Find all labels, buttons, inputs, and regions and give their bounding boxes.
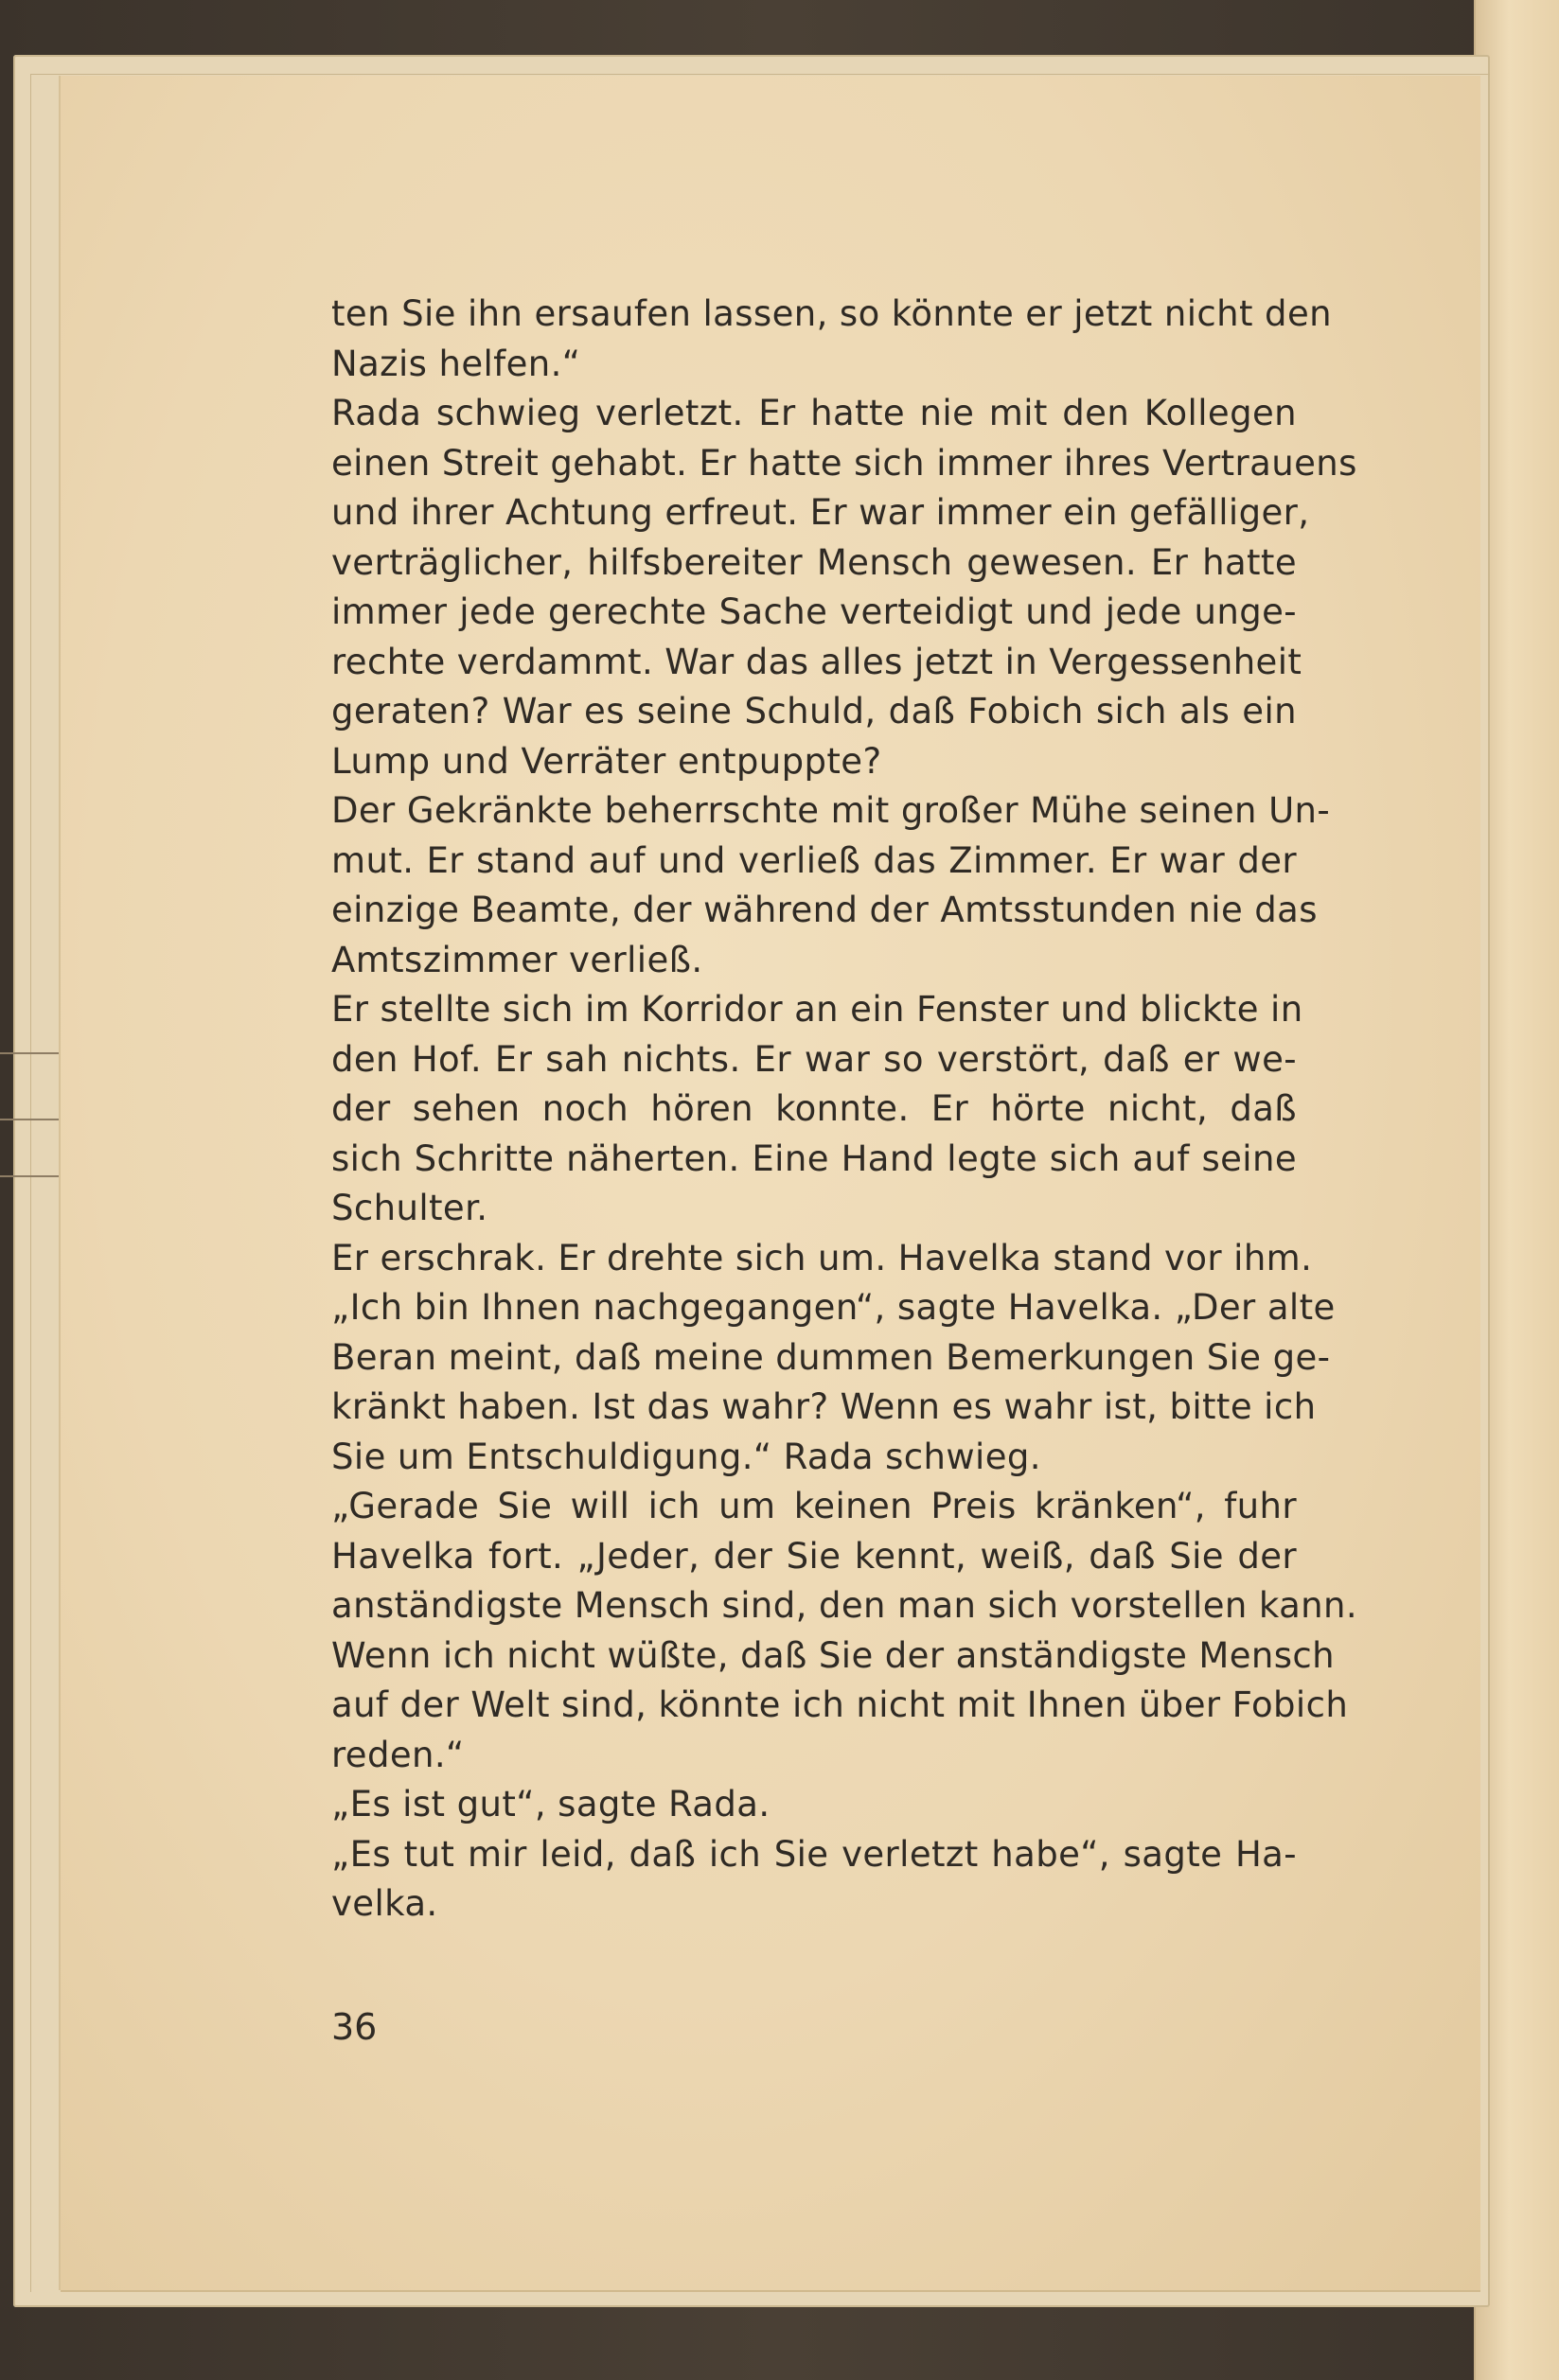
edge-mark bbox=[0, 1175, 61, 1177]
text-line: Nazis helfen.“ bbox=[331, 343, 581, 384]
text-line: und ihrer Achtung erfreut. Er war immer ein gefälliger, bbox=[331, 492, 1310, 533]
page-number: 36 bbox=[331, 2006, 378, 2048]
text-line: verträglicher, hilfsbereiter Mensch gewesen. Er hatte bbox=[331, 541, 1297, 583]
text-line: „Gerade Sie will ich um keinen Preis kränken“, fuhr bbox=[331, 1486, 1297, 1526]
text-line: Der Gekränkte beherrschte mit großer Mühe seinen Un- bbox=[331, 790, 1331, 831]
text-line: Havelka fort. „Jeder, der Sie kennt, weiß, daß Sie der bbox=[331, 1535, 1297, 1577]
text-line: rechte verdammt. War das alles jetzt in Vergessenheit bbox=[331, 641, 1302, 682]
edge-mark bbox=[0, 1052, 61, 1054]
text-line: reden.“ bbox=[331, 1734, 465, 1775]
text-line: Amtszimmer verließ. bbox=[331, 939, 703, 980]
text-line: Lump und Verräter entpuppte? bbox=[331, 740, 882, 782]
text-line: „Es tut mir leid, daß ich Sie verletzt habe“, sagte Ha- bbox=[331, 1833, 1297, 1875]
text-line: „Es ist gut“, sagte Rada. bbox=[331, 1784, 771, 1825]
text-line: ten Sie ihn ersaufen lassen, so könnte er jetzt nicht den bbox=[331, 293, 1332, 334]
edge-mark bbox=[0, 1119, 61, 1120]
text-line: einen Streit gehabt. Er hatte sich immer ihres Vertrauens bbox=[331, 442, 1357, 484]
text-line: immer jede gerechte Sache verteidigt und jede unge- bbox=[331, 591, 1297, 632]
text-line: kränkt haben. Ist das wahr? Wenn es wahr ist, bitte ich bbox=[331, 1386, 1317, 1427]
text-line: „Ich bin Ihnen nachgegangen“, sagte Havelka. „Der alte bbox=[331, 1287, 1336, 1328]
text-line: Er erschrak. Er drehte sich um. Havelka stand vor ihm. bbox=[331, 1237, 1313, 1278]
text-line: den Hof. Er sah nichts. Er war so verstört, daß er we- bbox=[331, 1038, 1297, 1080]
page-text bbox=[331, 290, 1358, 1930]
text-line: Schulter. bbox=[331, 1188, 488, 1228]
text-line: Rada schwieg verletzt. Er hatte nie mit den Kollegen bbox=[331, 393, 1297, 433]
text-line: Wenn ich nicht wüßte, daß Sie der anständigste Mensch bbox=[331, 1634, 1336, 1676]
text-line: velka. bbox=[331, 1883, 438, 1924]
text-line: Beran meint, daß meine dummen Bemerkungen Sie ge- bbox=[331, 1336, 1331, 1378]
text-line: einzige Beamte, der während der Amtsstunden nie das bbox=[331, 890, 1318, 930]
text-line: anständigste Mensch sind, den man sich vorstellen kann. bbox=[331, 1585, 1358, 1626]
text-line: Sie um Entschuldigung.“ Rada schwieg. bbox=[331, 1436, 1041, 1477]
text-line: mut. Er stand auf und verließ das Zimmer. Er war der bbox=[331, 839, 1297, 881]
text-line: sich Schritte näherten. Eine Hand legte sich auf seine bbox=[331, 1137, 1297, 1179]
text-line: Er stellte sich im Korridor an ein Fenster und blickte in bbox=[331, 989, 1303, 1030]
text-line: auf der Welt sind, könnte ich nicht mit Ihnen über Fobich bbox=[331, 1684, 1349, 1725]
text-line: geraten? War es seine Schuld, daß Fobich sich als ein bbox=[331, 691, 1297, 732]
text-line: der sehen noch hören konnte. Er hörte nicht, daß bbox=[331, 1088, 1297, 1129]
